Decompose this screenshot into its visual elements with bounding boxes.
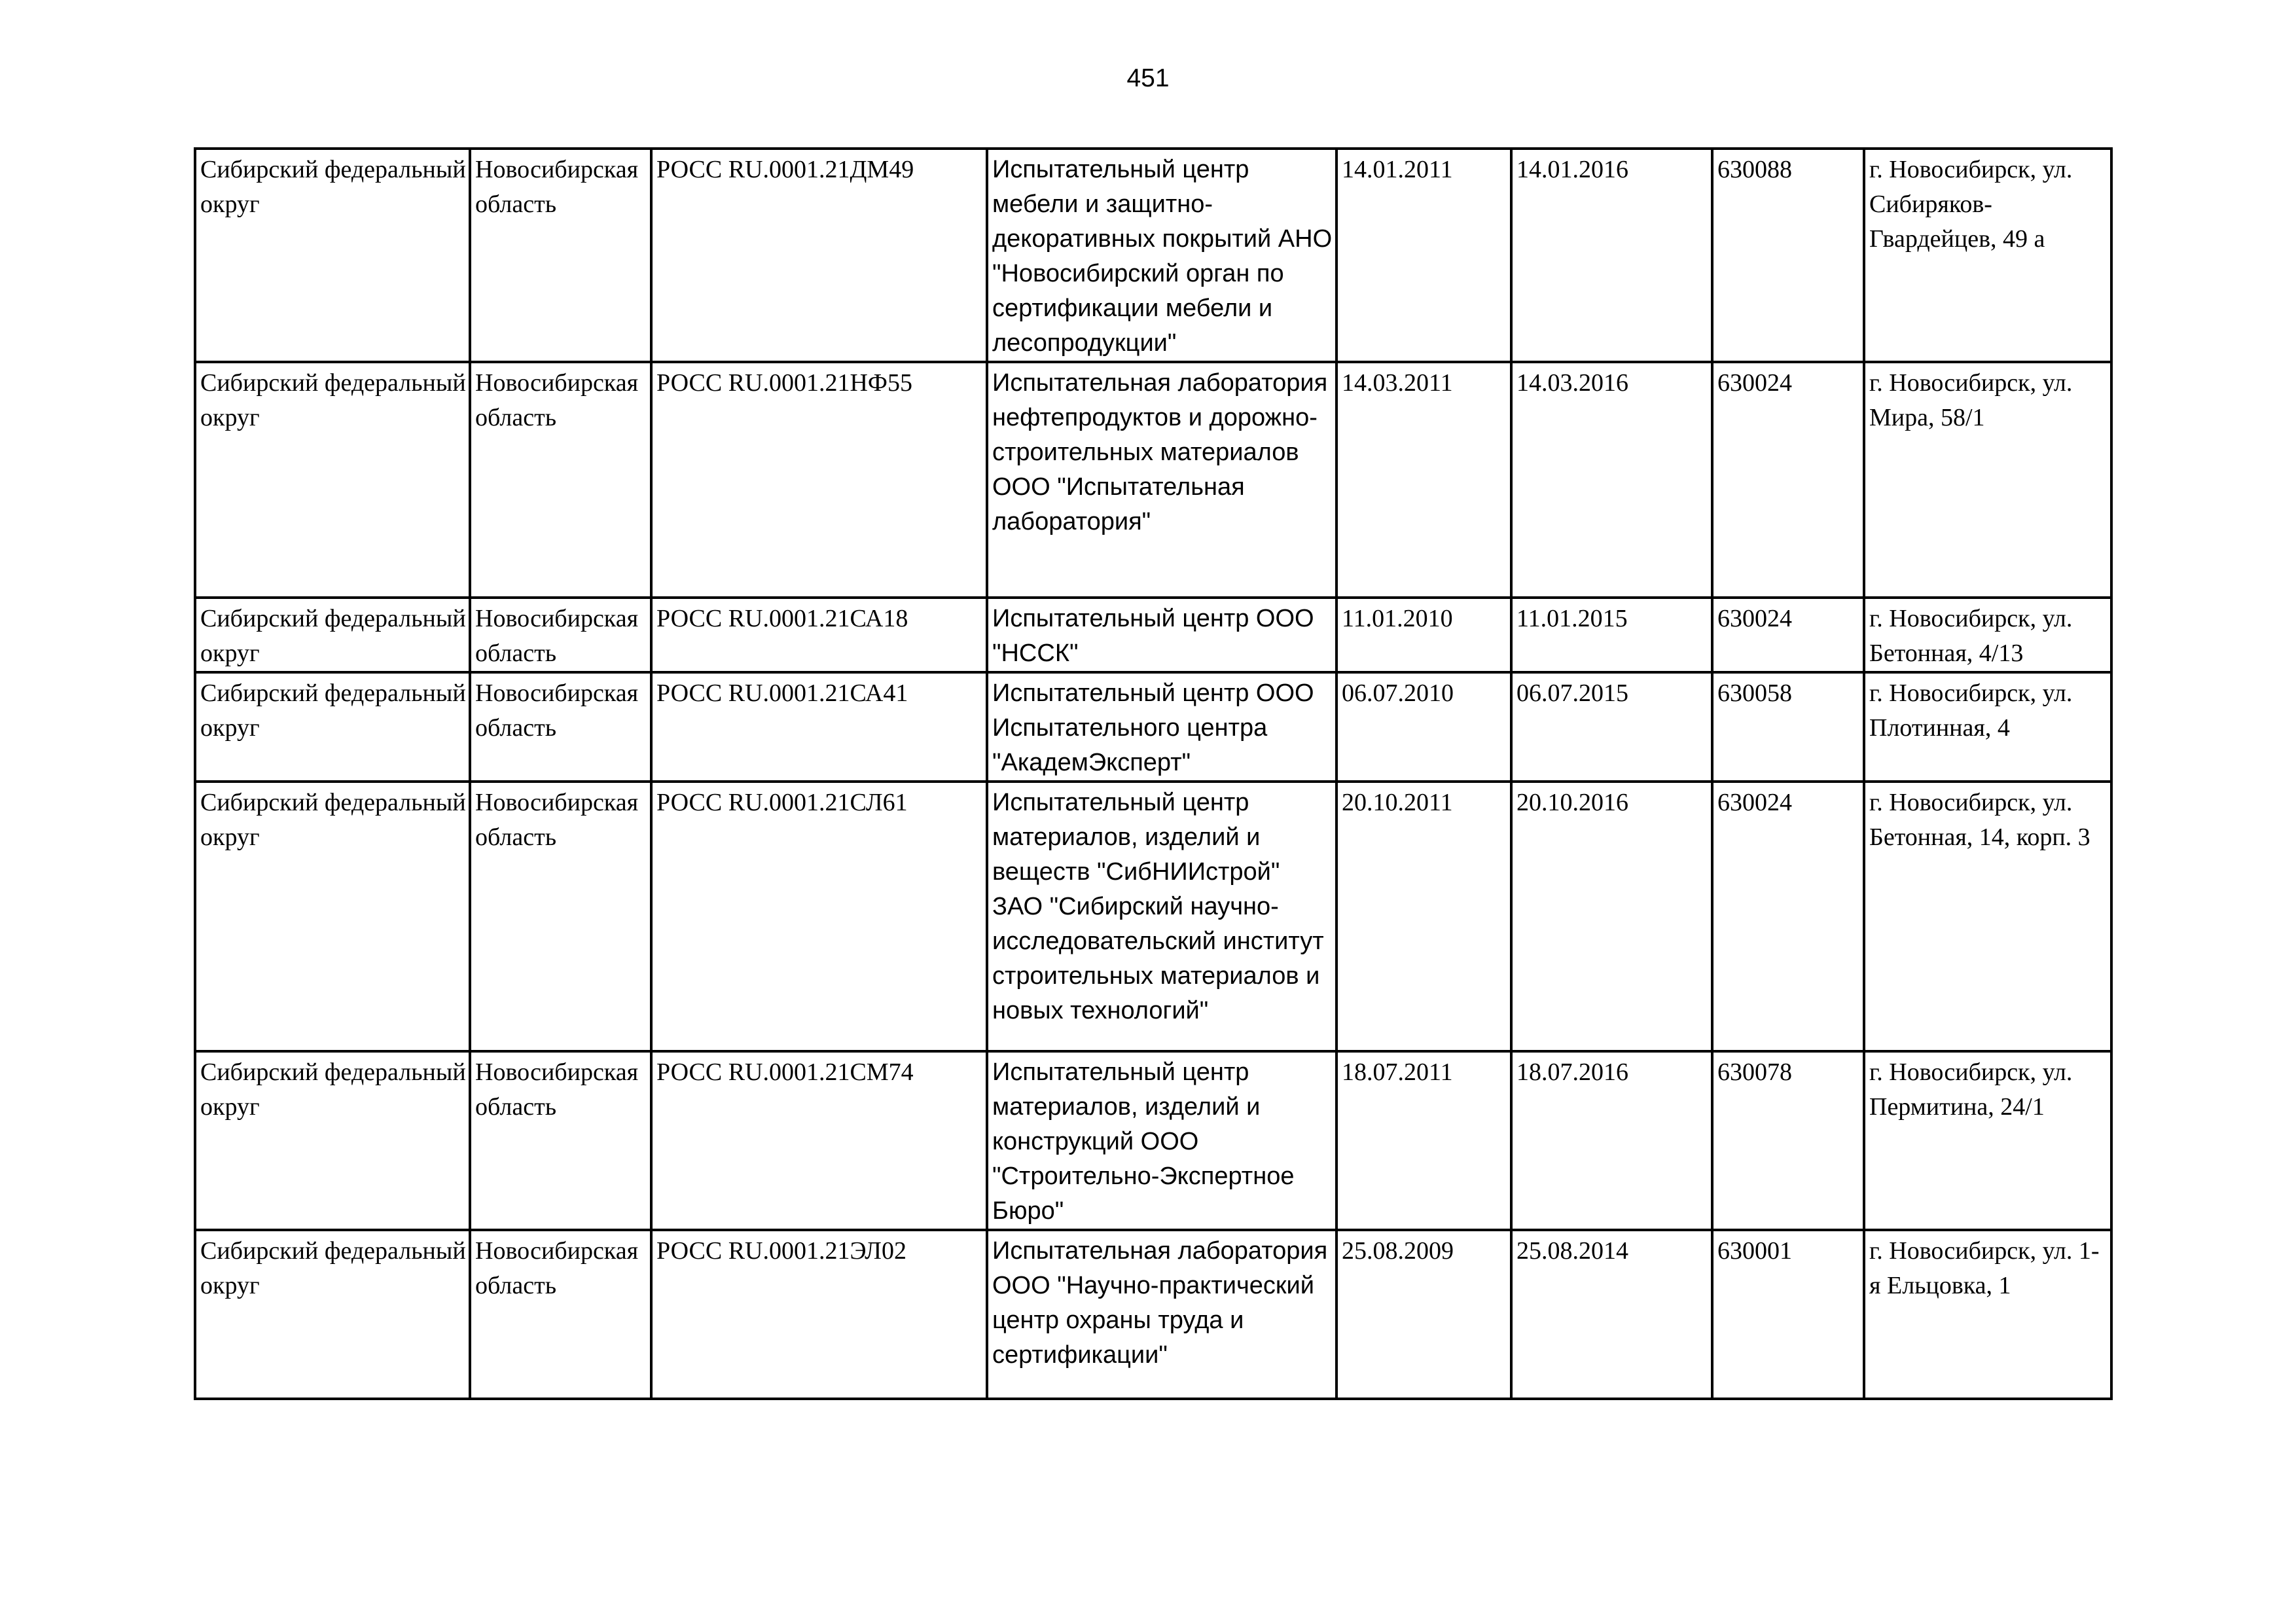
region-cell: Новосибирская область bbox=[470, 1051, 651, 1230]
region-cell: Новосибирская область bbox=[470, 672, 651, 782]
reg-number-cell: РОСС RU.0001.21СА41 bbox=[651, 672, 987, 782]
date-to-cell: 20.10.2016 bbox=[1511, 782, 1712, 1051]
postcode-cell: 630024 bbox=[1712, 598, 1864, 672]
date-to-cell: 06.07.2015 bbox=[1511, 672, 1712, 782]
address-cell: г. Новосибирск, ул. Бетонная, 4/13 bbox=[1864, 598, 2111, 672]
reg-number-cell: РОСС RU.0001.21СЛ61 bbox=[651, 782, 987, 1051]
reg-number-cell: РОСС RU.0001.21НФ55 bbox=[651, 362, 987, 598]
address-cell: г. Новосибирск, ул. Пермитина, 24/1 bbox=[1864, 1051, 2111, 1230]
date-to-cell: 25.08.2014 bbox=[1511, 1230, 1712, 1399]
address-cell: г. Новосибирск, ул. Сибиряков-Гвардейцев, 49 а bbox=[1864, 149, 2111, 362]
organization-cell: Испытательная лаборатория ООО "Научно-практический центр охраны труда и сертификации" bbox=[987, 1230, 1336, 1399]
postcode-cell: 630088 bbox=[1712, 149, 1864, 362]
postcode-cell: 630024 bbox=[1712, 782, 1864, 1051]
district-cell: Сибирский федеральный округ bbox=[195, 782, 470, 1051]
reg-number-cell: РОСС RU.0001.21ДМ49 bbox=[651, 149, 987, 362]
date-from-cell: 18.07.2011 bbox=[1336, 1051, 1511, 1230]
postcode-cell: 630078 bbox=[1712, 1051, 1864, 1230]
region-cell: Новосибирская область bbox=[470, 149, 651, 362]
date-from-cell: 06.07.2010 bbox=[1336, 672, 1511, 782]
organization-cell: Испытательный центр материалов, изделий и конструкций ООО "Строительно-Экспертное Бюро" bbox=[987, 1051, 1336, 1230]
table-row bbox=[195, 149, 2111, 362]
date-from-cell: 11.01.2010 bbox=[1336, 598, 1511, 672]
region-cell: Новосибирская область bbox=[470, 1230, 651, 1399]
table-row bbox=[195, 782, 2111, 1051]
organization-cell: Испытательный центр мебели и защитно-декоративных покрытий АНО "Новосибирский орган по сертификации мебели и лесопродукции" bbox=[987, 149, 1336, 362]
address-cell: г. Новосибирск, ул. Бетонная, 14, корп. 3 bbox=[1864, 782, 2111, 1051]
region-cell: Новосибирская область bbox=[470, 362, 651, 598]
date-to-cell: 18.07.2016 bbox=[1511, 1051, 1712, 1230]
postcode-cell: 630024 bbox=[1712, 362, 1864, 598]
table-row bbox=[195, 1051, 2111, 1230]
table-row bbox=[195, 672, 2111, 782]
date-from-cell: 14.01.2011 bbox=[1336, 149, 1511, 362]
table-row bbox=[195, 1230, 2111, 1399]
address-cell: г. Новосибирск, ул. 1-я Ельцовка, 1 bbox=[1864, 1230, 2111, 1399]
region-cell: Новосибирская область bbox=[470, 598, 651, 672]
district-cell: Сибирский федеральный округ bbox=[195, 149, 470, 362]
district-cell: Сибирский федеральный округ bbox=[195, 598, 470, 672]
address-cell: г. Новосибирск, ул. Мира, 58/1 bbox=[1864, 362, 2111, 598]
postcode-cell: 630058 bbox=[1712, 672, 1864, 782]
date-to-cell: 14.03.2016 bbox=[1511, 362, 1712, 598]
date-from-cell: 20.10.2011 bbox=[1336, 782, 1511, 1051]
date-from-cell: 14.03.2011 bbox=[1336, 362, 1511, 598]
organization-cell: Испытательный центр ООО Испытательного центра "АкадемЭксперт" bbox=[987, 672, 1336, 782]
region-cell: Новосибирская область bbox=[470, 782, 651, 1051]
date-to-cell: 14.01.2016 bbox=[1511, 149, 1712, 362]
reg-number-cell: РОСС RU.0001.21СА18 bbox=[651, 598, 987, 672]
date-to-cell: 11.01.2015 bbox=[1511, 598, 1712, 672]
district-cell: Сибирский федеральный округ bbox=[195, 362, 470, 598]
date-from-cell: 25.08.2009 bbox=[1336, 1230, 1511, 1399]
organization-cell: Испытательный центр ООО "НССК" bbox=[987, 598, 1336, 672]
district-cell: Сибирский федеральный округ bbox=[195, 1051, 470, 1230]
district-cell: Сибирский федеральный округ bbox=[195, 1230, 470, 1399]
postcode-cell: 630001 bbox=[1712, 1230, 1864, 1399]
reg-number-cell: РОСС RU.0001.21СМ74 bbox=[651, 1051, 987, 1230]
table-row bbox=[195, 598, 2111, 672]
registry-table bbox=[194, 147, 2113, 1400]
table-row bbox=[195, 362, 2111, 598]
address-cell: г. Новосибирск, ул. Плотинная, 4 bbox=[1864, 672, 2111, 782]
organization-cell: Испытательный центр материалов, изделий и веществ "СибНИИстрой" ЗАО "Сибирский научно-исследовательский институт строительных материалов и новых технологий" bbox=[987, 782, 1336, 1051]
page-number: 451 bbox=[1126, 64, 1170, 92]
district-cell: Сибирский федеральный округ bbox=[195, 672, 470, 782]
reg-number-cell: РОСС RU.0001.21ЭЛ02 bbox=[651, 1230, 987, 1399]
organization-cell: Испытательная лаборатория нефтепродуктов и дорожно-строительных материалов ООО "Испытательная лаборатория" bbox=[987, 362, 1336, 598]
